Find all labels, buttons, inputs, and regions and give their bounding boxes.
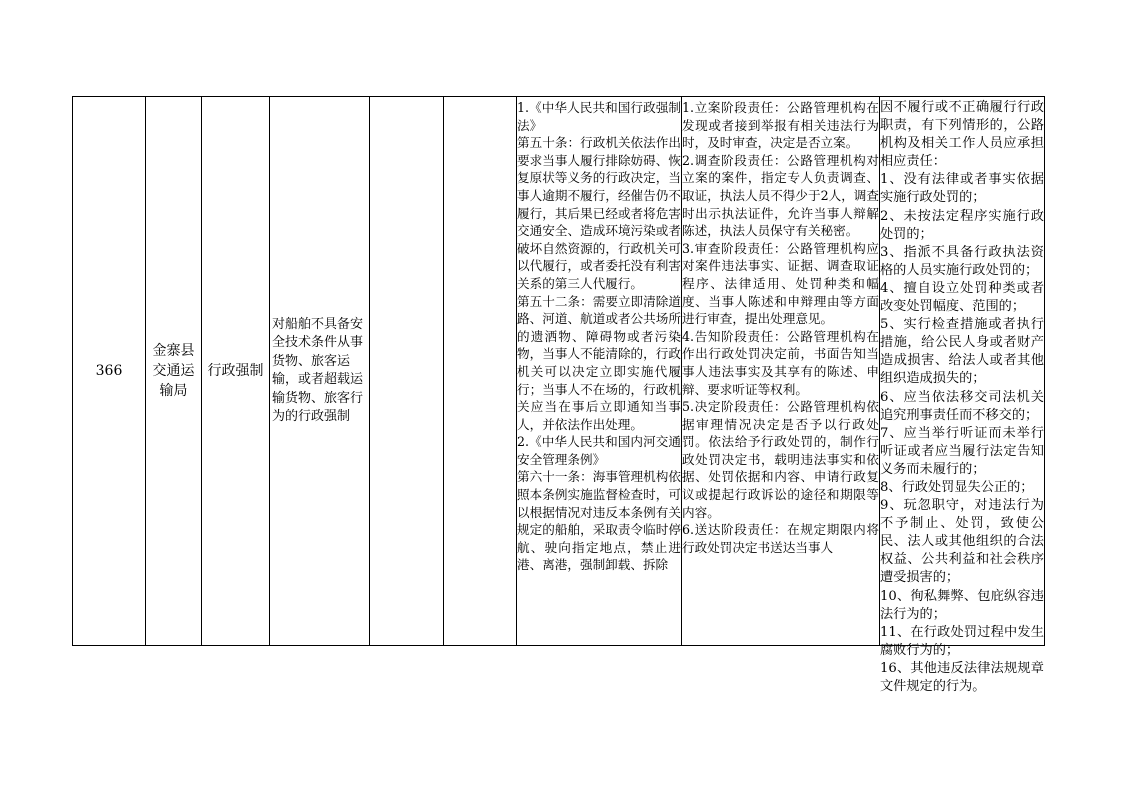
row-number: 366: [95, 363, 123, 379]
accountability-paragraph: 11、在行政处罚过程中发生腐败行为的；: [880, 624, 1044, 658]
accountability-paragraph: 10、徇私舞弊、包庇纵容违法行为的；: [880, 588, 1044, 622]
row-number-cell: [73, 97, 146, 646]
responsibility-cell: [682, 97, 880, 646]
legal-basis-cell: [517, 97, 682, 646]
power-item-name: 对船舶不具备安全技术条件从事货物、旅客运输，或者超载运输货物、旅客行为的行政强制: [272, 316, 364, 424]
accountability-paragraph: 因不履行或不正确履行行政职责，有下列情形的，公路机构及相关工作人员应承担相应责任：: [880, 100, 1044, 170]
category-cell: [202, 97, 270, 646]
power-list-table: [72, 96, 1045, 694]
accountability-paragraph: 9、玩忽职守，对违法行为不予制止、处罚，致使公民、法人或其他组织的合法权益、公共利益和社会秩序遭受损害的；: [880, 498, 1044, 586]
responsibility-paragraph: 1.立案阶段责任：公路管理机构在发现或者接到举报有相关违法行为时，及时审查，决定是否立案。: [682, 100, 879, 151]
accountability-paragraph: 5、实行检查措施或者执行措施，给公民人身或者财产造成损害、给法人或者其他组织造成损失的；: [880, 317, 1044, 387]
accountability-cell: [880, 97, 1045, 694]
accountability-paragraph: 16、其他违反法律法规规章文件规定的行为。: [880, 660, 1044, 694]
responsibility-paragraph: 5.决定阶段责任：公路管理机构依据审理情况决定是否予以行政处罚。依法给予行政处罚的，制作行政处罚决定书，载明违法事实和依据、处罚依据和内容、申请行政复议或提起行政诉讼的途径和期限等内容。: [682, 399, 879, 520]
responsibility-paragraph: 3.审查阶段责任：公路管理机构应对案件违法事实、证据、调查取证程序、法律适用、处罚种类和幅度、当事人陈述和申辩理由等方面进行审查，提出处理意见。: [682, 240, 879, 327]
sub-item-cell: [370, 97, 444, 646]
responsibility-paragraph: 6.送达阶段责任：在规定期限内将行政处罚决定书送达当事人: [682, 522, 879, 555]
table-row: [73, 97, 1045, 646]
department-name: 金寨县交通运输局: [152, 343, 195, 399]
legal-basis-text: [517, 97, 681, 645]
accountability-paragraph: 4、擅自设立处罚种类或者改变处罚幅度、范围的；: [880, 280, 1044, 315]
accountability-paragraph: 8、行政处罚显失公正的；: [880, 479, 1034, 495]
legal-basis-paragraph: 1.《中华人民共和国行政强制法》: [517, 100, 681, 133]
accountability-paragraph: 6、应当依法移交司法机关追究刑事责任而不移交的；: [880, 389, 1044, 423]
item-name-cell: [270, 97, 370, 646]
responsibility-text: [682, 97, 879, 645]
responsibility-paragraph: 4.告知阶段责任：公路管理机构在作出行政处罚决定前，书面告知当事人违法事实及其享有的陈述、申辩、要求听证等权利。: [682, 328, 879, 397]
accountability-paragraph: 2、未按法定程序实施行政处罚的；: [880, 208, 1044, 242]
responsibility-paragraph: 2.调查阶段责任：公路管理机构对立案的案件，指定专人负责调查、取证，执法人员不得少于2人，调查时出示执法证件，允许当事人辩解陈述，执法人员保守有关秘密。: [682, 152, 879, 239]
accountability-paragraph: 7、应当举行听证而未举行听证或者应当履行法定告知义务而未履行的；: [880, 425, 1044, 477]
legal-basis-paragraph: 第六十一条：海事管理机构依照本条例实施监督检查时，可以根据情况对违反本条例有关规定的船舶，采取责令临时停航、驶向指定地点，禁止进港、离港，强制卸载、拆除: [517, 469, 681, 573]
legal-basis-paragraph: 2.《中华人民共和国内河交通安全管理条例》: [517, 434, 681, 467]
empty-cell: [444, 97, 517, 646]
accountability-text: [880, 97, 1044, 694]
accountability-paragraph: 3、指派不具备行政执法资格的人员实施行政处罚的；: [880, 244, 1044, 278]
legal-basis-paragraph: 第五十二条：需要立即清除道路、河道、航道或者公共场所的遗洒物、障碍物或者污染物，当事人不能清除的，行政机关可以决定立即实施代履行；当事人不在场的，行政机关应当在事后立即通知当事人，并依法作出处理。: [517, 293, 681, 432]
legal-basis-paragraph: 第五十条：行政机关依法作出要求当事人履行排除妨碍、恢复原状等义务的行政决定，当事人逾期不履行，经催告仍不履行，其后果已经或者将危害交通安全、造成环境污染或者破坏自然资源的，行政机关可以代履行，或者委托没有利害关系的第三人代履行。: [517, 135, 681, 291]
accountability-paragraph: 1、没有法律或者事实依据实施行政处罚的；: [880, 172, 1044, 206]
department-cell: [146, 97, 202, 646]
power-category: 行政强制: [207, 363, 264, 379]
